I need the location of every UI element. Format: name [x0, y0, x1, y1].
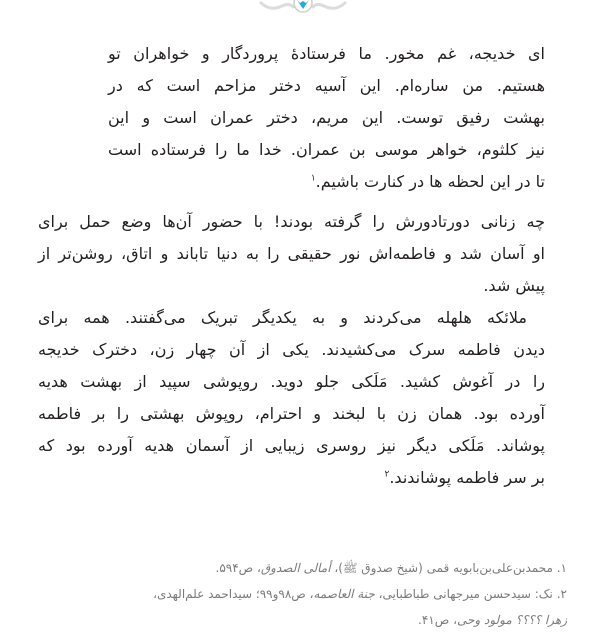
- text-line: بر سر فاطمه پوشاندند.$^۲$: [384, 468, 545, 487]
- footnotes-section: [10, 555, 567, 633]
- text-line: را در آغوش کشید. مَلَکی جلو دوید. روپوشی سپید از بهشت هدیه: [38, 372, 545, 391]
- footnote-2: ۲. نک: سیدحسن میرجهانی طباطبایی، جنة العاصمه، ص۹۸و۹۹؛ سیداحمد علم‌الهدی،: [153, 587, 567, 601]
- floral-ornament-icon: [258, 0, 348, 14]
- narrative-text: [38, 206, 545, 494]
- text-line: او آسان شد و فاطمه‌اش نور حقیقی را به دنیا تاباند و اتاق، روشن‌تر از: [38, 244, 545, 263]
- paragraph-1: [38, 206, 545, 302]
- text-line: آورده بود. همان زن با لبخند و احترام، روپوش بهشتی را بر فاطمه: [38, 404, 545, 423]
- footnote-ref-2[interactable]: ۲: [384, 469, 390, 480]
- book-title: زهرا ؟؟؟؟ مولود وحی: [456, 613, 567, 627]
- quote-line: بهشت رفیق توست. این مریم، دختر عمران است و این: [108, 108, 545, 127]
- quote-line: نیز کلثوم، خواهر موسی بن عمران. خدا ما را فرستاده است: [108, 140, 545, 159]
- book-title: جنة العاصمه: [313, 587, 375, 601]
- text-line: پوشاند. مَلَکی دیگر نیز روسری زیبایی از آسمان هدیه آورده بود که: [38, 436, 545, 455]
- paragraph-2: [38, 302, 545, 494]
- quote-line: ای خدیجه، غم مخور. ما فرستادۀ پروردگار و خواهران تو: [108, 44, 545, 63]
- footnote-1: ۱. محمدبن‌علی‌بن‌بابویه قمی (شیخ صدوق ﷺ)، أمالی الصدوق، ص۵۹۴.: [215, 561, 567, 575]
- quote-line: تا در این لحظه ها در کنارت باشیم.$^۱$: [310, 172, 545, 191]
- book-title: أمالی الصدوق: [260, 561, 331, 575]
- text-line: پیش شد.: [483, 276, 545, 295]
- quote-line: هستیم. من ساره‌ام. این آسیه دختر مزاحم است که در: [108, 76, 545, 95]
- footnote-2-continuation: زهرا ؟؟؟؟ مولود وحی، ص۴۱.: [418, 613, 567, 627]
- text-line: چه زنانی دورتادورش را گرفته بودند! با حضور آن‌ها وضع حمل برای: [38, 212, 545, 231]
- footnote-ref-1[interactable]: ۱: [310, 173, 316, 184]
- quoted-speech-block: [108, 38, 545, 198]
- text-line: ملائکه هلهله می‌کردند و به یکدیگر تبریک می‌گفتند. همه برای: [38, 308, 527, 327]
- text-line: دیدن فاطمه سرک می‌کشیدند. یکی از آن چهار زن، دخترک خدیجه: [38, 340, 545, 359]
